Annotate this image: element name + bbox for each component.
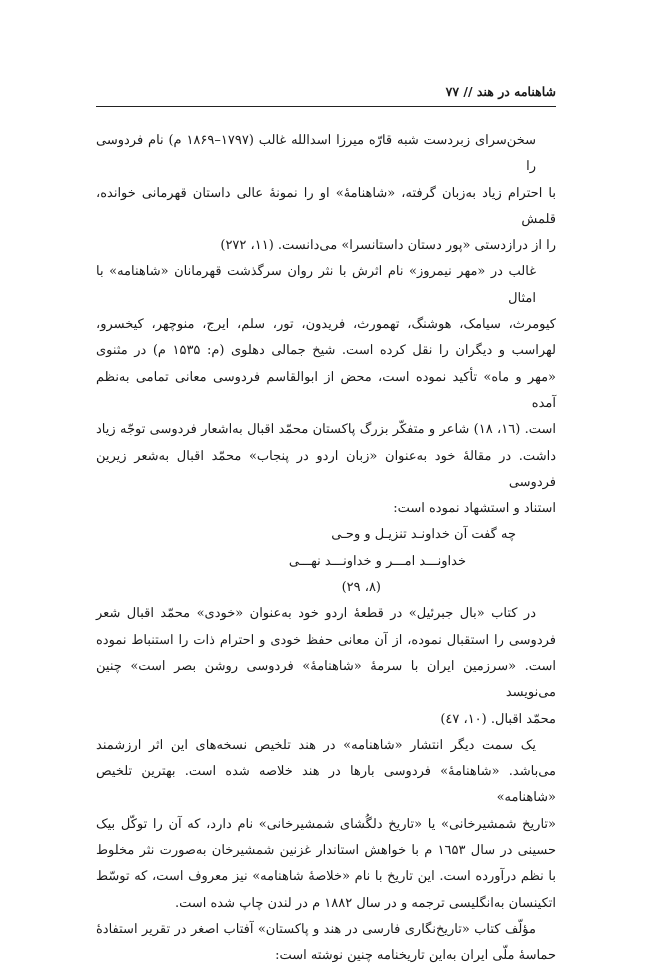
text-line: کیومرث، سیامک، هوشنگ، تهمورث، فریدون، تور، سلم، ایرج، منوچهر، کیخسرو، — [96, 317, 556, 333]
paragraph-2 — [96, 259, 556, 522]
running-header — [96, 84, 556, 104]
text-line: محمّد اقبال. (۱۰، ٤۷) — [440, 711, 556, 727]
text-line: «مهر و ماه» تأکید نموده است، محض از ابوالقاسم فردوسی معانی تمامی به‌نظم آمده — [96, 369, 556, 411]
text-line: است. «سرزمین ایران با سرمهٔ «شاهنامهٔ» فردوسی روشن بصر است» چنین می‌نویسد — [96, 658, 556, 701]
text-line: استناد و استشهاد نموده است: — [393, 501, 556, 517]
text-line: حماسهٔ ملّی ایران به‌این تاریخنامه چنین نوشته است: — [275, 948, 556, 964]
text-line: می‌باشد. «شاهنامهٔ» فردوسی بارها در هند خلاصه شده است. بهترین تلخیص «شاهنامه» — [96, 764, 556, 806]
text-line: در کتاب «بال جبرئیل» در قطعهٔ اردو خود به‌عنوان «خودی» محمّد اقبال شعر — [96, 606, 536, 622]
text-line: غالب در «مهر نیمروز» نام اثرش با نثر روان سرگذشت قهرمانان «شاهنامه» با امثال — [96, 264, 536, 306]
text-line: فردوسی را استقبال نموده، از آن معانی حفظ خودی و احترام ذات را استنباط نموده — [96, 632, 556, 648]
verse-line-1: چه گفت آن خداونـد تنزیـل و وحـی — [331, 527, 516, 543]
paragraph-4 — [96, 733, 556, 917]
text-line: «تاریخ شمشیرخانی» یا «تاریخ دلگُشای شمشیرخانی» نام دارد، که آن را توکّل بیک — [96, 816, 556, 832]
header-rule — [96, 106, 556, 107]
text-line: حسینی در سال ۱٦۵۳ م با خواهش استاندار غزنین شمشیرخان به‌صورت نثر مخلوط — [96, 843, 556, 859]
paragraph-3 — [96, 601, 556, 732]
verse-line-2: خداونـــد امـــر و خداونـــد نهـــی — [288, 553, 466, 569]
paragraph-1 — [96, 128, 556, 259]
text-line: با نظم درآورده است. این تاریخ با نام «خلاصهٔ شاهنامه» نیز معروف است، که توسّط — [96, 869, 556, 885]
text-line: داشت. در مقالهٔ خود به‌عنوان «زبان اردو در پنجاب» محمّد اقبال به‌شعر زیرین فردوسی — [96, 448, 556, 490]
text-line: یک سمت دیگر انتشار «شاهنامه» در هند تلخیص نسخه‌های این اثر ارزشمند — [96, 737, 536, 753]
text-line: اتکینسان به‌انگلیسی ترجمه و در سال ۱۸۸۲ م در لندن چاپ شده است. — [174, 895, 556, 911]
running-header-title: شاهنامه در هند // ۷۷ — [445, 84, 556, 99]
verse-citation: (۸، ۲۹) — [341, 580, 381, 596]
paragraph-5 — [96, 917, 556, 970]
verse-block — [96, 522, 556, 601]
text-line: سخن‌سرای زبردست شبه قارّه میرزا اسدالله غالب (۱۷۹۷–۱۸۶۹ م) نام فردوسی را — [96, 133, 536, 175]
page-body — [96, 128, 556, 970]
text-line: است. (۱٦، ۱۸) شاعر و متفکّر بزرگ پاکستان محمّد اقبال به‌اشعار فردوسی توجّه زیاد — [96, 422, 556, 438]
text-line: لهراسب و دیگران را نقل کرده است. شیخ جمالی دهلوی (م: ۱۵۳۵ م) در مثنوی — [96, 343, 556, 359]
text-line: را از درازدستی «پور دستان داستانسرا» می‌دانست. (۱۱، ۲۷۲) — [220, 238, 556, 254]
text-line: با احترام زیاد به‌زبان گرفته، «شاهنامهٔ» او را نمونهٔ عالی داستان قهرمانی خوانده، قلمش — [96, 185, 556, 227]
text-line: مؤلّف کتاب «تاریخ‌نگاری فارسی در هند و پاکستان» آفتاب اصغر در تقریر استفادهٔ — [96, 921, 536, 937]
